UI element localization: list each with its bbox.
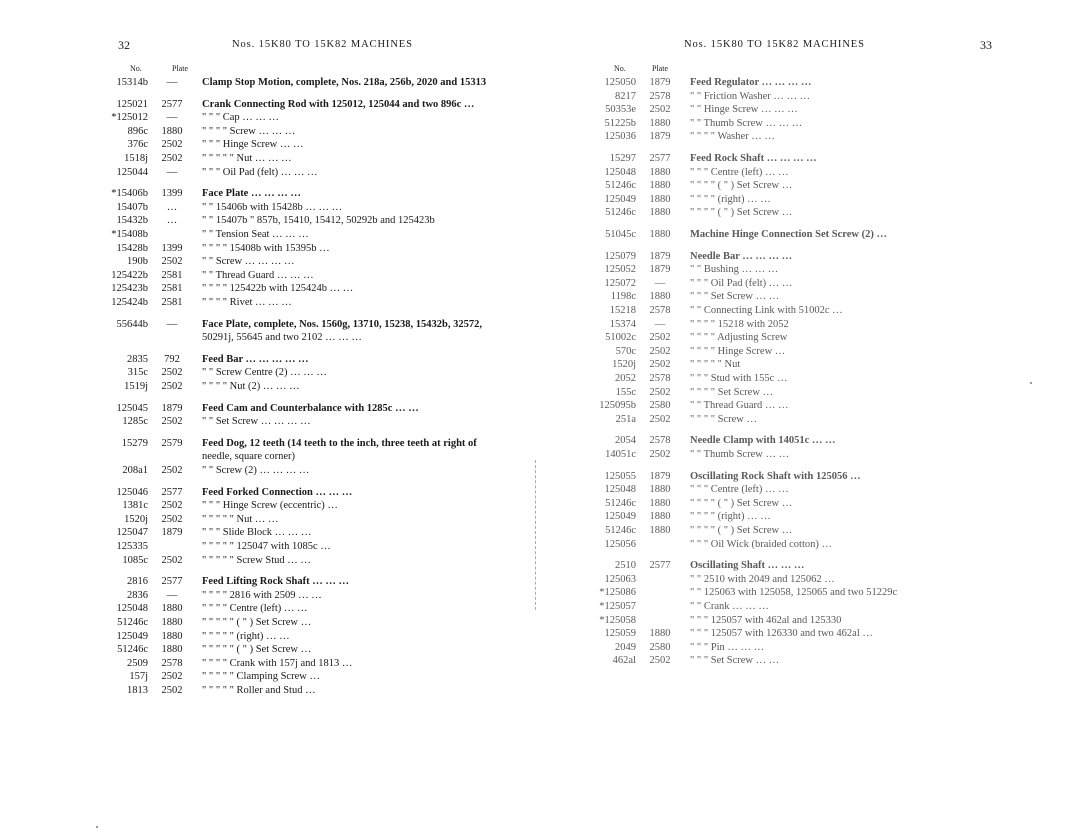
part-number: 14051c — [605, 449, 636, 460]
part-description: " " " " 15408b with 15395b … — [202, 242, 330, 254]
plate-number: 1880 — [161, 630, 183, 642]
part-number: 51246c — [117, 617, 148, 628]
plate-number: 1880 — [649, 497, 671, 509]
part-description: " " 2510 with 2049 and 125062 … — [690, 573, 835, 585]
plate-number: 1880 — [649, 229, 671, 240]
page-number: 33 — [980, 38, 992, 52]
part-description: Feed Dog, 12 teeth (14 teeth to the inch, three teeth at right of — [202, 437, 477, 449]
plate-number: — — [166, 77, 178, 88]
part-number: 1518j — [124, 153, 148, 164]
part-number: 55644b — [116, 318, 148, 330]
part-description: " " " " Adjusting Screw — [690, 332, 788, 344]
part-description: " " " Stud with 155c … — [690, 373, 788, 384]
plate-number: 1880 — [161, 125, 183, 137]
part-number: 125079 — [604, 250, 636, 262]
part-description: " " " Cap … … … — [202, 112, 280, 124]
part-description: " " " 125057 with 126330 and two 462al … — [690, 628, 873, 640]
part-number: 125055 — [604, 470, 636, 482]
part-number: 1381c — [122, 500, 148, 512]
part-number: 51225b — [604, 117, 636, 129]
part-description: " " " " " Clamping Screw … — [202, 671, 320, 683]
part-number: 15297 — [609, 153, 636, 164]
plate-number: 2579 — [161, 437, 183, 449]
part-number: 125095b — [599, 400, 636, 412]
plate-number: 1879 — [649, 264, 671, 276]
plate-number: 2502 — [161, 256, 183, 268]
plate-number: 2502 — [649, 345, 671, 357]
plate-number: 2577 — [649, 153, 671, 164]
part-number: 2510 — [615, 560, 636, 572]
part-description: " " " " Washer … … — [690, 131, 775, 143]
plate-number: 2577 — [161, 576, 183, 588]
part-description: " " " " Centre (left) … … — [202, 603, 308, 615]
part-description: " " Screw Centre (2) … … … — [202, 367, 327, 379]
part-description: Feed Regulator … … … … — [690, 77, 812, 88]
column-header-plate: Plate — [172, 64, 188, 73]
part-description: " " " " " Nut … … … — [202, 153, 292, 164]
column-header-plate: Plate — [652, 64, 668, 73]
part-number: 125048 — [604, 484, 636, 496]
plate-number: 2577 — [161, 98, 183, 110]
part-number: 125049 — [116, 630, 148, 642]
part-number: 125056 — [604, 538, 636, 550]
part-description: " " " " " Screw Stud … … — [202, 554, 311, 566]
part-description: " " Thread Guard … … — [690, 400, 789, 412]
part-description: " " " Hinge Screw (eccentric) … — [202, 500, 338, 512]
part-number: 1813 — [127, 685, 148, 696]
plate-number: 2580 — [649, 641, 671, 653]
plate-number: — — [166, 318, 178, 330]
plate-number: 2581 — [161, 297, 183, 308]
part-number: 125050 — [604, 77, 636, 88]
part-description: " " " " Set Screw … — [690, 386, 774, 398]
plate-number: 2502 — [161, 381, 183, 392]
part-number: 2054 — [615, 435, 636, 447]
plate-number: 1880 — [161, 603, 183, 615]
part-number: 2049 — [615, 641, 636, 653]
part-number: 2836 — [127, 589, 148, 601]
part-number: 51246c — [605, 180, 636, 192]
plate-number: 1880 — [649, 193, 671, 205]
part-number: 51246c — [605, 525, 636, 536]
part-description: " " " Centre (left) … … — [690, 484, 789, 496]
binding-edge — [535, 460, 537, 610]
page-number: 32 — [118, 38, 130, 52]
part-description: " " " " Rivet … … … — [202, 297, 292, 308]
part-description: Face Plate … … … … — [202, 188, 301, 200]
part-description: Oscillating Shaft … … … — [690, 560, 805, 572]
part-description: " " 125063 with 125058, 125065 and two 51229c — [690, 587, 898, 599]
part-description: " " " " (right) … … — [690, 511, 771, 523]
part-number: *125086 — [599, 587, 636, 599]
part-number: *125012 — [111, 112, 148, 124]
part-number: 51246c — [117, 644, 148, 656]
part-number: 125422b — [111, 269, 148, 281]
part-description: " " " Oil Wick (braided cotton) … — [690, 538, 833, 550]
part-number: *125057 — [599, 601, 636, 612]
part-number: 315c — [127, 367, 148, 379]
part-number: 125335 — [116, 541, 148, 552]
plate-number: — — [166, 112, 178, 124]
part-number: 125049 — [604, 193, 636, 205]
plate-number: 2577 — [161, 486, 183, 498]
plate-number: 1880 — [161, 617, 183, 628]
plate-number: 2581 — [161, 269, 183, 281]
part-number: 2816 — [127, 576, 148, 588]
part-description: " " Thumb Screw … … — [690, 449, 790, 460]
part-description: Machine Hinge Connection Set Screw (2) … — [690, 229, 887, 240]
plate-number: 1880 — [161, 644, 183, 656]
part-description: " " " 125057 with 462al and 125330 — [690, 614, 842, 626]
part-number: 1520j — [612, 359, 636, 371]
plate-number: 2502 — [649, 386, 671, 398]
part-description: " " " " " Nut … … — [202, 513, 279, 525]
part-description: " " " " Nut (2) … … … — [202, 381, 300, 392]
part-description: " " " " Screw … — [690, 413, 758, 425]
part-description: " " " Set Screw … … — [690, 291, 780, 303]
plate-number: 1399 — [161, 188, 183, 200]
part-number: 125072 — [604, 277, 636, 289]
part-number: 155c — [615, 386, 636, 398]
part-description: " " " " Crank with 157j and 1813 … — [202, 657, 353, 669]
plate-number: 2502 — [161, 554, 183, 566]
part-description: " " " " " Nut — [690, 359, 741, 371]
plate-number: 1880 — [649, 511, 671, 523]
part-description: 50291j, 55645 and two 2102 … … … — [202, 332, 362, 344]
part-number: 8217 — [615, 90, 636, 102]
part-number: 2835 — [127, 353, 148, 365]
plate-number: 2581 — [161, 283, 183, 295]
part-number: 51246c — [605, 207, 636, 219]
paper-speck — [96, 826, 98, 828]
plate-number: 1879 — [161, 402, 183, 414]
part-description: " " " Hinge Screw … … — [202, 139, 304, 151]
part-number: 15218 — [609, 305, 636, 316]
part-description: Feed Bar … … … … … — [202, 353, 309, 365]
plate-number: 2502 — [161, 500, 183, 512]
plate-number: 2502 — [161, 513, 183, 525]
plate-number: 1880 — [649, 484, 671, 496]
plate-number: 2578 — [649, 373, 671, 384]
part-number: 2052 — [615, 373, 636, 384]
part-number: *15406b — [111, 188, 148, 200]
plate-number: — — [166, 589, 178, 601]
part-description: Oscillating Rock Shaft with 125056 … — [690, 470, 861, 482]
parts-list — [0, 76, 540, 816]
plate-number: 2578 — [161, 657, 183, 669]
part-number: 157j — [129, 671, 148, 683]
plate-number: 1879 — [649, 250, 671, 262]
part-description: " " Screw … … … … — [202, 256, 295, 268]
part-description: " " " " Screw … … … — [202, 125, 296, 137]
part-number: 15407b — [116, 201, 148, 213]
part-number: 15279 — [121, 437, 148, 449]
plate-number: 2502 — [649, 413, 671, 425]
part-description: " " " " " 125047 with 1085c … — [202, 541, 331, 552]
part-number: 570c — [615, 345, 636, 357]
part-number: 15432b — [116, 215, 148, 227]
part-number: *15408b — [111, 229, 148, 240]
paper-speck — [1030, 382, 1032, 384]
plate-number: 1880 — [649, 166, 671, 178]
plate-number: 2502 — [649, 655, 671, 667]
part-number: 125044 — [116, 166, 148, 178]
plate-number: 2502 — [649, 332, 671, 344]
plate-number: 2580 — [649, 400, 671, 412]
part-number: 125049 — [604, 511, 636, 523]
part-description: " " " " " (right) … … — [202, 630, 290, 642]
part-description: " " " Pin … … … — [690, 641, 765, 653]
plate-number: 1880 — [649, 180, 671, 192]
part-description: " " " " 125422b with 125424b … … — [202, 283, 354, 295]
part-number: 208a1 — [122, 465, 148, 476]
plate-number: 792 — [164, 353, 180, 365]
part-number: 251a — [615, 413, 636, 425]
part-number: 1519j — [124, 381, 148, 392]
part-description: Crank Connecting Rod with 125012, 125044 and two 896c … — [202, 98, 475, 110]
plate-number: 1880 — [649, 525, 671, 536]
plate-number: 2502 — [649, 359, 671, 371]
part-description: " " " " " ( " ) Set Screw … — [202, 617, 312, 628]
part-description: " " " Oil Pad (felt) … … — [690, 277, 793, 289]
plate-number: 1879 — [649, 470, 671, 482]
part-number: 125047 — [116, 527, 148, 539]
part-description: " " 15407b " 857b, 15410, 15412, 50292b and 125423b — [202, 215, 435, 227]
part-description: needle, square corner) — [202, 451, 295, 463]
part-description: " " " " ( " ) Set Screw … — [690, 525, 793, 536]
part-number: 125423b — [111, 283, 148, 295]
part-number: 125046 — [116, 486, 148, 498]
plate-number: 2502 — [161, 465, 183, 476]
part-description: " " Friction Washer … … … — [690, 90, 811, 102]
plate-number: 2502 — [161, 139, 183, 151]
part-number: *125058 — [599, 614, 636, 626]
part-description: Face Plate, complete, Nos. 1560g, 13710, 15238, 15432b, 32572, — [202, 318, 482, 330]
column-header-no: No. — [614, 64, 626, 73]
part-number: 190b — [127, 256, 148, 268]
part-description: Feed Rock Shaft … … … … — [690, 153, 817, 164]
plate-number: — — [654, 318, 666, 330]
right-page — [540, 0, 1080, 834]
plate-number: 2502 — [649, 104, 671, 116]
plate-number: 2502 — [161, 416, 183, 428]
part-description: " " " " ( " ) Set Screw … — [690, 180, 793, 192]
plate-number: 1880 — [649, 207, 671, 219]
part-description: " " " Set Screw … … — [690, 655, 780, 667]
part-description: " " 15406b with 15428b … … … — [202, 201, 343, 213]
part-description: Clamp Stop Motion, complete, Nos. 218a, 256b, 2020 and 15313 — [202, 77, 487, 88]
part-number: 125021 — [116, 98, 148, 110]
part-description: " " Crank … … … — [690, 601, 769, 612]
part-number: 50353e — [605, 104, 636, 116]
plate-number: 2502 — [161, 367, 183, 379]
part-description: " " " Centre (left) … … — [690, 166, 789, 178]
plate-number: 2577 — [649, 560, 671, 572]
part-description: " " " Oil Pad (felt) … … … — [202, 166, 318, 178]
part-number: 125048 — [116, 603, 148, 615]
part-number: 51045c — [605, 229, 636, 240]
plate-number: 1399 — [161, 242, 183, 254]
part-description: Needle Clamp with 14051c … … — [690, 435, 836, 447]
part-number: 15374 — [609, 318, 636, 330]
plate-number: 2578 — [649, 435, 671, 447]
part-description: " " " " (right) … … — [690, 193, 771, 205]
parts-list — [540, 76, 1080, 816]
part-description: Feed Cam and Counterbalance with 1285c … … — [202, 402, 419, 414]
plate-number: 2578 — [649, 305, 671, 316]
part-number: 125059 — [604, 628, 636, 640]
column-header-no: No. — [130, 64, 142, 73]
plate-number: 1880 — [649, 117, 671, 129]
page-header: Nos. 15K80 TO 15K82 MACHINES — [684, 39, 865, 50]
part-number: 896c — [127, 125, 148, 137]
part-number: 2509 — [127, 657, 148, 669]
plate-number: 1880 — [649, 628, 671, 640]
part-number: 125048 — [604, 166, 636, 178]
plate-number: … — [166, 201, 178, 213]
part-number: 125424b — [111, 297, 148, 308]
part-description: " " " " 2816 with 2509 … … — [202, 589, 322, 601]
part-description: " " " " 15218 with 2052 — [690, 318, 789, 330]
part-number: 462al — [612, 655, 636, 667]
plate-number: 1879 — [649, 131, 671, 143]
part-description: Feed Forked Connection … … … — [202, 486, 353, 498]
part-number: 125063 — [604, 573, 636, 585]
plate-number: 2502 — [161, 153, 183, 164]
plate-number: 2502 — [161, 685, 183, 696]
part-number: 1285c — [122, 416, 148, 428]
part-description: " " " Slide Block … … … — [202, 527, 312, 539]
part-description: " " Screw (2) … … … … — [202, 465, 310, 476]
part-description: " " " " ( " ) Set Screw … — [690, 497, 793, 509]
part-description: " " " " " ( " ) Set Screw … — [202, 644, 312, 656]
part-description: " " Bushing … … … — [690, 264, 779, 276]
part-description: " " Thumb Screw … … … — [690, 117, 803, 129]
part-number: 376c — [127, 139, 148, 151]
part-description: " " Hinge Screw … … … — [690, 104, 798, 116]
plate-number: — — [166, 166, 178, 178]
part-number: 15428b — [116, 242, 148, 254]
plate-number: 1879 — [649, 77, 671, 88]
part-description: Feed Lifting Rock Shaft … … … — [202, 576, 349, 588]
part-number: 1520j — [124, 513, 148, 525]
part-description: " " " " ( " ) Set Screw … — [690, 207, 793, 219]
part-number: 15314b — [116, 77, 148, 88]
part-number: 125036 — [604, 131, 636, 143]
plate-number: 2502 — [649, 449, 671, 460]
plate-number: 2502 — [161, 671, 183, 683]
plate-number: 1879 — [161, 527, 183, 539]
part-number: 125045 — [116, 402, 148, 414]
plate-number: — — [654, 277, 666, 289]
part-description: " " Connecting Link with 51002c … — [690, 305, 843, 316]
part-description: Needle Bar … … … … — [690, 250, 793, 262]
part-number: 51246c — [605, 497, 636, 509]
part-description: " " Tension Seat … … … — [202, 229, 309, 240]
part-description: " " Thread Guard … … … — [202, 269, 314, 281]
plate-number: 1880 — [649, 291, 671, 303]
part-number: 1085c — [122, 554, 148, 566]
part-description: " " " " " Roller and Stud … — [202, 685, 316, 696]
part-number: 1198c — [610, 291, 636, 303]
page-header: Nos. 15K80 TO 15K82 MACHINES — [232, 39, 413, 50]
plate-number: … — [166, 215, 178, 227]
part-description: " " " " Hinge Screw … — [690, 345, 786, 357]
part-number: 125052 — [604, 264, 636, 276]
part-description: " " Set Screw … … … … — [202, 416, 311, 428]
part-number: 51002c — [605, 332, 636, 344]
plate-number: 2578 — [649, 90, 671, 102]
